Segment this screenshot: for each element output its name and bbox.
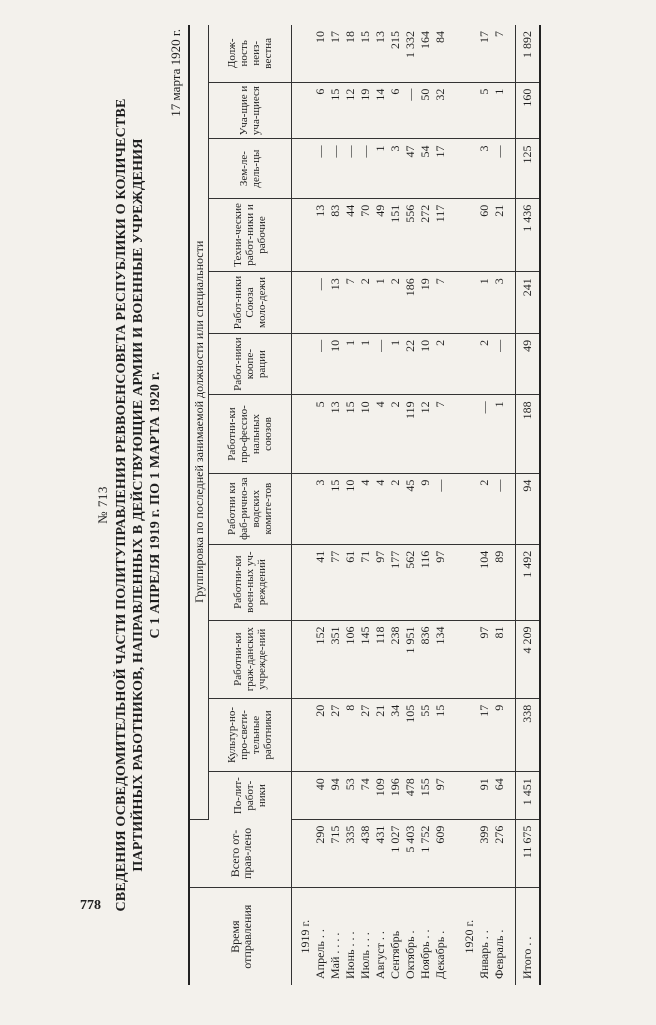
total-cell: 335	[343, 819, 358, 888]
spacer-row	[507, 25, 516, 985]
table-cell: 196	[388, 772, 403, 819]
total-cell: 1 752	[418, 819, 433, 888]
table-cell: 4	[358, 473, 373, 544]
table-cell: 20	[313, 698, 328, 771]
empty-cell	[448, 198, 456, 271]
table-cell: 81	[492, 620, 507, 698]
empty-cell	[292, 395, 314, 473]
table-cell: 4	[373, 395, 388, 473]
table-cell: 1	[492, 395, 507, 473]
empty-cell	[507, 82, 516, 139]
header-column: Техни-ческие работ-ники и рабочие	[209, 198, 292, 271]
table-cell: 40	[313, 772, 328, 819]
empty-cell	[507, 772, 516, 819]
table-cell: 1	[373, 272, 388, 334]
page-number: 778	[80, 898, 101, 913]
table-cell: 49	[516, 333, 541, 395]
table-cell: —	[328, 139, 343, 198]
table-cell: 32	[433, 82, 448, 139]
table-cell: 10	[343, 473, 358, 544]
table-row	[313, 25, 328, 985]
table-cell: 7	[343, 272, 358, 334]
spacer-row	[448, 25, 456, 985]
table-cell: 119	[403, 395, 418, 473]
table-cell: 562	[403, 544, 418, 620]
table-cell: 4	[373, 473, 388, 544]
empty-cell	[507, 272, 516, 334]
table-cell: 5	[313, 395, 328, 473]
table-row	[477, 25, 492, 985]
table-cell: 6	[388, 82, 403, 139]
table-cell: 7	[433, 272, 448, 334]
table-row	[343, 25, 358, 985]
empty-cell	[448, 819, 456, 888]
table-cell: 3	[477, 139, 492, 198]
table-cell: 19	[358, 82, 373, 139]
table-cell: 351	[328, 620, 343, 698]
table-cell: 1 492	[516, 544, 541, 620]
empty-cell	[507, 473, 516, 544]
total-cell: 290	[313, 819, 328, 888]
statistics-table	[188, 25, 541, 985]
table-cell: 14	[373, 82, 388, 139]
table-cell: —	[492, 473, 507, 544]
table-cell: 1	[388, 333, 403, 395]
table-cell: 117	[433, 198, 448, 271]
empty-cell	[292, 772, 314, 819]
table-cell: 17	[477, 698, 492, 771]
table-cell: 27	[358, 698, 373, 771]
table-cell: 145	[358, 620, 373, 698]
empty-cell	[456, 772, 477, 819]
table-cell: 10	[358, 395, 373, 473]
table-cell: 3	[313, 473, 328, 544]
table-cell: —	[313, 272, 328, 334]
table-row	[358, 25, 373, 985]
empty-cell	[456, 819, 477, 888]
header-column: Работни ки фаб-рично-за водских комите-тов	[209, 473, 292, 544]
table-cell: 21	[492, 198, 507, 271]
empty-cell	[456, 473, 477, 544]
empty-cell	[292, 198, 314, 271]
row-label: Сентябрь	[388, 930, 402, 979]
table-cell: 2	[477, 333, 492, 395]
table-cell: 2	[388, 473, 403, 544]
table-cell: 3	[492, 272, 507, 334]
table-cell: 17	[328, 25, 343, 82]
table-cell: 15	[358, 25, 373, 82]
table-cell: 118	[373, 620, 388, 698]
empty-cell	[456, 198, 477, 271]
table-cell: 47	[403, 139, 418, 198]
empty-cell	[292, 620, 314, 698]
empty-cell	[448, 698, 456, 771]
row-label: Май . . . .	[328, 932, 342, 979]
table-cell: 104	[477, 544, 492, 620]
empty-cell	[456, 139, 477, 198]
table-cell: 5	[477, 82, 492, 139]
empty-cell	[456, 82, 477, 139]
table-cell: 15	[433, 698, 448, 771]
table-row	[403, 25, 418, 985]
row-label: Итого . .	[516, 888, 541, 985]
row-label: Апрель . .	[313, 929, 327, 979]
table-cell: 45	[403, 473, 418, 544]
empty-cell	[292, 544, 314, 620]
table-cell: 2	[358, 272, 373, 334]
row-label: Июнь . . .	[343, 931, 357, 979]
table-cell: 97	[433, 544, 448, 620]
table-cell: 2	[388, 395, 403, 473]
table-cell: —	[492, 333, 507, 395]
table-cell: 186	[403, 272, 418, 334]
table-cell: 556	[403, 198, 418, 271]
table-cell: 478	[403, 772, 418, 819]
empty-cell	[448, 333, 456, 395]
year-row-1920	[456, 25, 477, 985]
table-cell: 3	[388, 139, 403, 198]
table-cell: 238	[388, 620, 403, 698]
header-time: Время отправления	[189, 888, 292, 985]
table-cell: 61	[343, 544, 358, 620]
table-cell: 2	[433, 333, 448, 395]
empty-cell	[292, 819, 314, 888]
empty-cell	[448, 25, 456, 82]
row-label: Январь . .	[477, 930, 491, 979]
empty-cell	[292, 82, 314, 139]
table-cell: 15	[328, 473, 343, 544]
table-cell: 4 209	[516, 620, 541, 698]
empty-cell	[456, 544, 477, 620]
table-cell: 13	[313, 198, 328, 271]
total-cell: 715	[328, 819, 343, 888]
row-label: Октябрь .	[403, 930, 417, 979]
table-cell: 2	[477, 473, 492, 544]
table-cell: 10	[418, 333, 433, 395]
table-cell: 55	[418, 698, 433, 771]
empty-cell	[456, 272, 477, 334]
empty-cell	[448, 82, 456, 139]
table-cell: 53	[343, 772, 358, 819]
table-cell: 1 332	[403, 25, 418, 82]
table-cell: 8	[343, 698, 358, 771]
table-cell: 49	[373, 198, 388, 271]
empty-cell	[292, 272, 314, 334]
table-cell: 91	[477, 772, 492, 819]
table-cell: 44	[343, 198, 358, 271]
table-cell: 2	[388, 272, 403, 334]
empty-cell	[448, 395, 456, 473]
header-column: Работни-ки про-фессио-нальных союзов	[209, 395, 292, 473]
table-cell: 13	[373, 25, 388, 82]
table-cell: 836	[418, 620, 433, 698]
table-row	[388, 25, 403, 985]
table-cell: 6	[313, 82, 328, 139]
header-group: Группировка по последней занимаемой должности или специальности	[189, 25, 209, 819]
table-cell: 1	[373, 139, 388, 198]
empty-cell	[292, 333, 314, 395]
table-cell: 338	[516, 698, 541, 771]
table-cell: 84	[433, 25, 448, 82]
table-cell: —	[403, 82, 418, 139]
table-cell: 15	[343, 395, 358, 473]
table-cell: 74	[358, 772, 373, 819]
table-cell: 12	[418, 395, 433, 473]
empty-cell	[448, 139, 456, 198]
table-cell: 152	[313, 620, 328, 698]
empty-cell	[292, 139, 314, 198]
table-row	[492, 25, 507, 985]
header-total: Всего от-прав-лено	[189, 819, 292, 888]
table-cell: 9	[492, 698, 507, 771]
table-cell: 19	[418, 272, 433, 334]
table-cell: 60	[477, 198, 492, 271]
table-row	[433, 25, 448, 985]
table-cell: 215	[388, 25, 403, 82]
table-cell: 1 436	[516, 198, 541, 271]
empty-cell	[507, 544, 516, 620]
header-column: По-лит-работ-ники	[209, 772, 292, 819]
empty-cell	[507, 888, 516, 985]
document-number: № 713	[95, 486, 110, 524]
table-cell: 7	[492, 25, 507, 82]
table-cell: 22	[403, 333, 418, 395]
table-cell: 17	[477, 25, 492, 82]
empty-cell	[448, 620, 456, 698]
header-column: Работ-ники коопе-рации	[209, 333, 292, 395]
document-title-line-1: СВЕДЕНИЯ ОСВЕДОМИТЕЛЬНОЙ ЧАСТИ ПОЛИТУПРАВЛЕНИЯ РЕВВОЕНСОВЕТА РЕСПУБЛИКИ О КОЛИЧЕСТВЕ	[114, 98, 129, 912]
year-label: 1919 г.	[298, 919, 312, 954]
empty-cell	[292, 698, 314, 771]
table-cell: 77	[328, 544, 343, 620]
total-cell: 5 403	[403, 819, 418, 888]
table-row	[373, 25, 388, 985]
header-column: Работ-ники Союза моло-дежи	[209, 272, 292, 334]
table-cell: 272	[418, 198, 433, 271]
table-cell: 94	[328, 772, 343, 819]
document-date: 17 марта 1920 г.	[168, 29, 183, 117]
table-cell: 1	[477, 272, 492, 334]
table-cell: 125	[516, 139, 541, 198]
table-cell: 106	[343, 620, 358, 698]
table-cell: —	[492, 139, 507, 198]
empty-cell	[292, 473, 314, 544]
total-cell: 399	[477, 819, 492, 888]
table-cell: 9	[418, 473, 433, 544]
table-cell: 1	[492, 82, 507, 139]
total-cell: 11 675	[516, 819, 541, 888]
table-cell: 64	[492, 772, 507, 819]
empty-cell	[448, 772, 456, 819]
table-cell: —	[373, 333, 388, 395]
table-cell: 89	[492, 544, 507, 620]
table-cell: 10	[328, 333, 343, 395]
table-cell: 97	[373, 544, 388, 620]
table-cell: 71	[358, 544, 373, 620]
empty-cell	[507, 620, 516, 698]
row-label: Июль . . .	[358, 932, 372, 979]
table-cell: 17	[433, 139, 448, 198]
total-cell: 1 027	[388, 819, 403, 888]
header-column: Работни-ки граж-данских учрежде-ний	[209, 620, 292, 698]
table-cell: 241	[516, 272, 541, 334]
empty-cell	[507, 333, 516, 395]
table-cell: 1	[358, 333, 373, 395]
table-cell: —	[477, 395, 492, 473]
table-cell: 41	[313, 544, 328, 620]
empty-cell	[292, 25, 314, 82]
table-row	[418, 25, 433, 985]
empty-cell	[456, 395, 477, 473]
empty-cell	[448, 272, 456, 334]
table-cell: 1 951	[403, 620, 418, 698]
table-cell: 1 451	[516, 772, 541, 819]
total-row	[516, 25, 541, 985]
table-cell: 13	[328, 272, 343, 334]
table-cell: 54	[418, 139, 433, 198]
table-cell: 151	[388, 198, 403, 271]
table-row	[328, 25, 343, 985]
table-cell: 21	[373, 698, 388, 771]
table-cell: 160	[516, 82, 541, 139]
empty-cell	[456, 698, 477, 771]
table-cell: 83	[328, 198, 343, 271]
table-cell: 18	[343, 25, 358, 82]
empty-cell	[456, 25, 477, 82]
year-label: 1920 г.	[462, 919, 476, 954]
table-cell: 27	[328, 698, 343, 771]
table-cell: 12	[343, 82, 358, 139]
table-cell: 7	[433, 395, 448, 473]
table-cell: 70	[358, 198, 373, 271]
table-cell: —	[343, 139, 358, 198]
empty-cell	[456, 620, 477, 698]
table-cell: 15	[328, 82, 343, 139]
header-column: Уча-щие и уча-щиеся	[209, 82, 292, 139]
table-cell: 177	[388, 544, 403, 620]
table-cell: 134	[433, 620, 448, 698]
empty-cell	[507, 698, 516, 771]
document-title-line-3: С 1 АПРЕЛЯ 1919 г. ПО 1 МАРТА 1920 г.	[148, 371, 163, 639]
table-cell: 13	[328, 395, 343, 473]
header-column: Зем-ле-дель-цы	[209, 139, 292, 198]
table-cell: 97	[433, 772, 448, 819]
table-cell: 34	[388, 698, 403, 771]
table-cell: 1	[343, 333, 358, 395]
year-row-1919	[292, 25, 314, 985]
empty-cell	[507, 139, 516, 198]
empty-cell	[448, 473, 456, 544]
empty-cell	[507, 25, 516, 82]
empty-cell	[448, 544, 456, 620]
header-column: Работни-ки воен-ных уч-реждений	[209, 544, 292, 620]
table-cell: 109	[373, 772, 388, 819]
total-cell: 609	[433, 819, 448, 888]
header-column: Долж-ность неиз-вестна	[209, 25, 292, 82]
table-cell: —	[313, 333, 328, 395]
empty-cell	[456, 333, 477, 395]
table-cell: 97	[477, 620, 492, 698]
total-cell: 431	[373, 819, 388, 888]
empty-cell	[448, 888, 456, 985]
table-cell: 10	[313, 25, 328, 82]
table-cell: 116	[418, 544, 433, 620]
table-cell: —	[433, 473, 448, 544]
table-cell: 164	[418, 25, 433, 82]
total-cell: 438	[358, 819, 373, 888]
total-cell: 276	[492, 819, 507, 888]
table-cell: 50	[418, 82, 433, 139]
row-label: Август . .	[373, 931, 387, 979]
table-cell: 155	[418, 772, 433, 819]
header-column: Культур-но-про-свети-тельные работники	[209, 698, 292, 771]
table-cell: —	[358, 139, 373, 198]
rotated-page-content	[95, 25, 595, 985]
row-label: Февраль .	[492, 929, 506, 979]
empty-cell	[507, 395, 516, 473]
row-label: Ноябрь . .	[418, 929, 432, 979]
document-title-line-2: ПАРТИЙНЫХ РАБОТНИКОВ, НАПРАВЛЕННЫХ В ДЕЙСТВУЮЩИЕ АРМИИ И ВОЕННЫЕ УЧРЕЖДЕНИЯ	[131, 138, 146, 872]
empty-cell	[507, 819, 516, 888]
table-cell: —	[313, 139, 328, 198]
empty-cell	[507, 198, 516, 271]
table-cell: 105	[403, 698, 418, 771]
row-label: Декабрь .	[433, 930, 447, 979]
table-cell: 188	[516, 395, 541, 473]
table-cell: 94	[516, 473, 541, 544]
table-cell: 1 892	[516, 25, 541, 82]
